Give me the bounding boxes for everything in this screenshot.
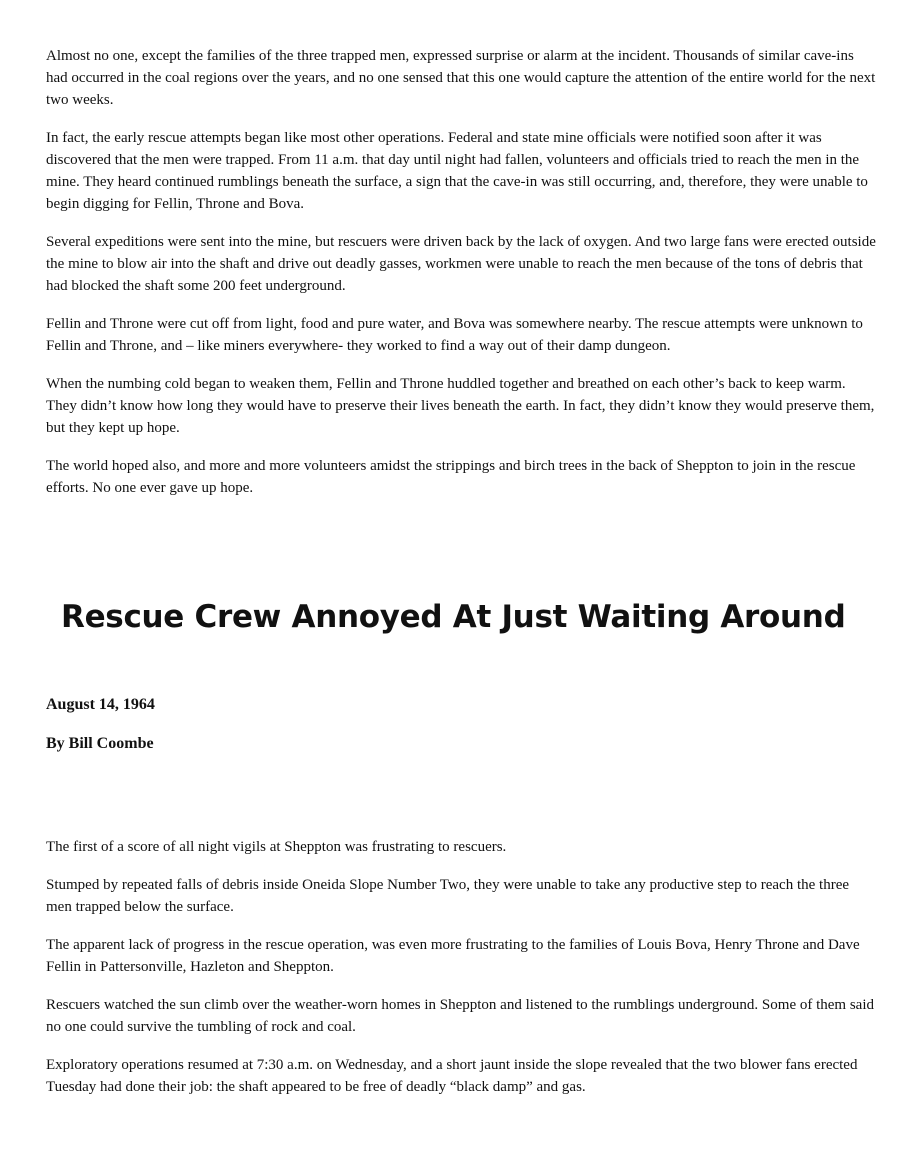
section-spacer [46, 772, 876, 836]
article-headline: Rescue Crew Annoyed At Just Waiting Around [61, 599, 846, 635]
paragraph: The first of a score of all night vigils at Sheppton was frustrating to rescuers. [46, 839, 507, 855]
section-spacer [46, 637, 876, 694]
paragraph: Rescuers watched the sun climb over the weather-worn homes in Sheppton and listened to the rumblings underground. Some of them said no one could survive the tumbling of rock and coal. [46, 997, 874, 1035]
paragraph: The world hoped also, and more and more volunteers amidst the strippings and birch trees in the back of Sheppton to join in the rescue efforts. No one ever gave up hope. [46, 458, 856, 496]
paragraph: Almost no one, except the families of the three trapped men, expressed surprise or alarm at the incident. Thousands of similar cave-ins had occurred in the coal regions over the years, and no one sensed that this one would capture the attention of the entire world for the next two weeks. [46, 48, 876, 108]
paragraph: Exploratory operations resumed at 7:30 a.m. on Wednesday, and a short jaunt inside the slope revealed that the two blower fans erected Tuesday had done their job: the shaft appeared to be free of deadly “black damp” and gas. [46, 1057, 858, 1095]
paragraph: In fact, the early rescue attempts began like most other operations. Federal and state mine officials were notified soon after it was discovered that the men were trapped. From 11 a.m. that day until night had fallen, volunteers and officials tried to reach the men in the mine. They heard continued rumblings beneath the surface, a sign that the cave-in was still occurring, and, therefore, they were unable to begin digging for Fellin, Throne and Bova. [46, 130, 868, 212]
paragraph: Stumped by repeated falls of debris inside Oneida Slope Number Two, they were unable to take any productive step to reach the three men trapped below the surface. [46, 877, 850, 915]
paragraph: When the numbing cold began to weaken them, Fellin and Throne huddled together and breathed on each other’s back to keep warm. They didn’t know how long they would have to preserve their lives beneath the earth. In fact, they didn’t know they would preserve them, but they kept up hope. [46, 376, 875, 436]
paragraph: Fellin and Throne were cut off from light, food and pure water, and Bova was somewhere nearby. The rescue attempts were unknown to Fellin and Throne, and – like miners everywhere- they worked to find a way out of their damp dungeon. [46, 316, 863, 354]
section-spacer [46, 515, 876, 597]
paragraph: The apparent lack of progress in the rescue operation, was even more frustrating to the families of Louis Bova, Henry Throne and Dave Fellin in Pattersonville, Hazleton and Sheppton. [46, 937, 860, 975]
article-date: August 14, 1964 [46, 696, 155, 713]
paragraph: Several expeditions were sent into the mine, but rescuers were driven back by the lack of oxygen. And two large fans were erected outside the mine to blow air into the shaft and drive out deadly gasses, workmen were unable to reach the men because of the tons of debris that had blocked the shaft some 200 feet underground. [46, 234, 876, 294]
document-page [46, 45, 876, 1114]
article-byline: By Bill Coombe [46, 735, 154, 752]
